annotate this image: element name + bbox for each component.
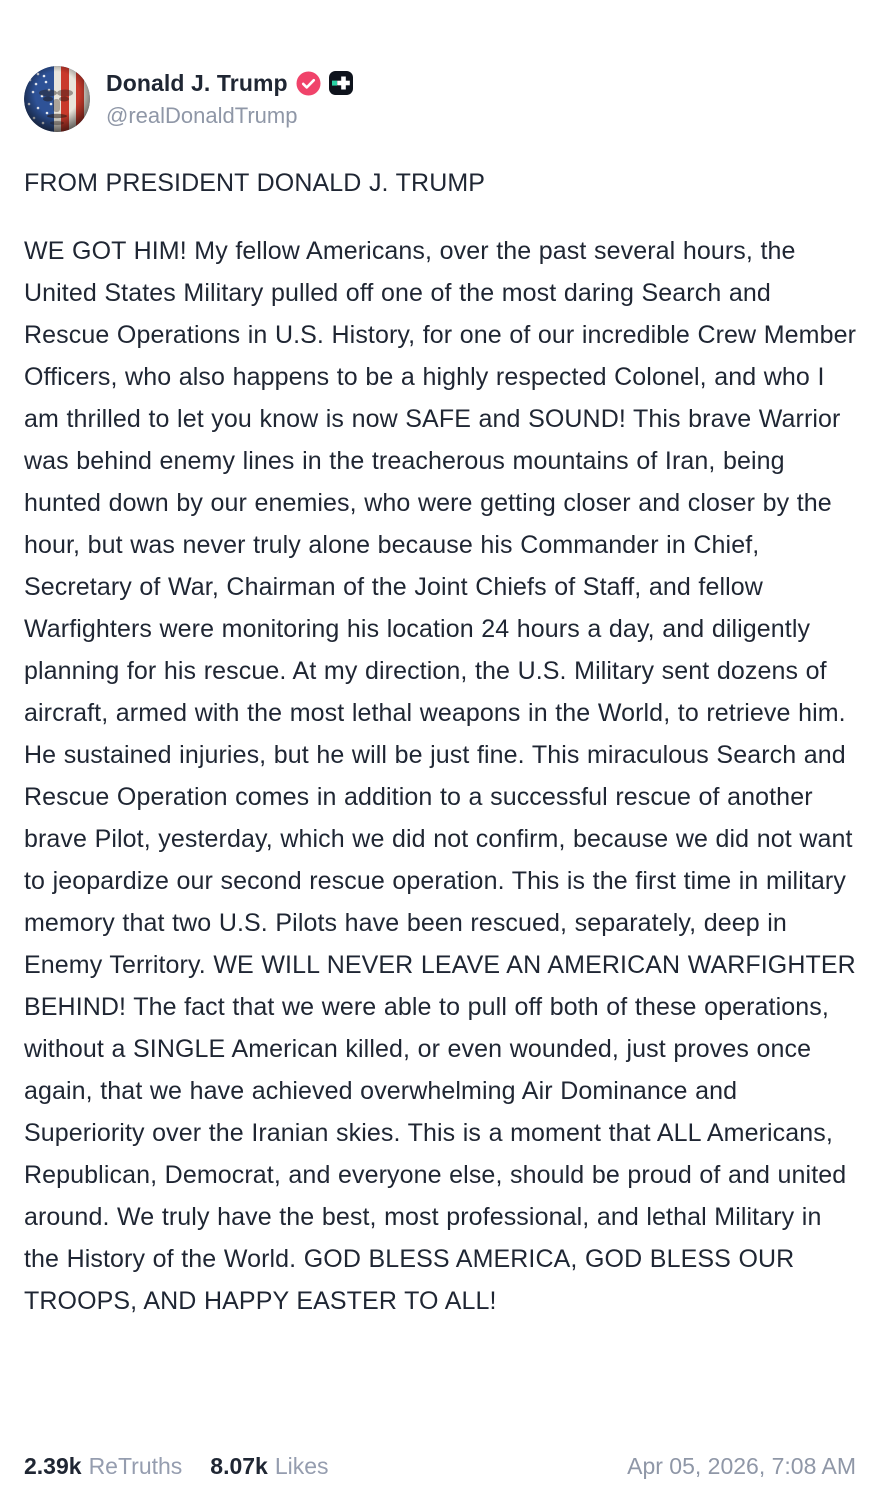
post-stats (24, 1453, 329, 1480)
author-name-row (106, 70, 353, 97)
author-display-name[interactable]: Donald J. Trump (106, 69, 288, 96)
post-footer (24, 1453, 856, 1488)
flag-face-avatar-image (24, 66, 90, 132)
post-content (24, 162, 856, 1453)
author-handle[interactable]: @realDonaldTrump (106, 102, 298, 128)
verified-badge-icon (296, 71, 321, 96)
retruths-count: 2.39k (24, 1453, 82, 1479)
post-timestamp: Apr 05, 2026, 7:08 AM (627, 1453, 856, 1479)
post-heading-text: FROM PRESIDENT DONALD J. TRUMP (24, 169, 486, 197)
likes-count: 8.07k (210, 1453, 268, 1479)
post-body-text: WE GOT HIM! My fellow Americans, over the past several hours, the United States Military pulled off one of the most daring Search and Rescue Operations in U.S. History, for one of our incredible Crew Member Officers, who also happens to be a highly respected Colonel, and who I am thrilled to let you know is now SAFE and SOUND! This brave Warrior was behind enemy lines in the treacherous mountains of Iran, being hunted down by our enemies, who were getting closer and closer by the hour, but was never truly alone because his Commander in Chief, Secretary of War, Chairman of the Joint Chiefs of Staff, and fellow Warfighters were monitoring his location 24 hours a day, and diligently planning for his rescue. At my direction, the U.S. Military sent dozens of aircraft, armed with the most lethal weapons in the World, to retrieve him. He sustained injuries, but he will be just fine. This miraculous Search and Rescue Operation comes in addition to a successful rescue of another brave Pilot, yesterday, which we did not confirm, because we did not want to jeopardize our second rescue operation. This is the first time in military memory that two U.S. Pilots have been rescued, separately, deep in Enemy Territory. WE WILL NEVER LEAVE AN AMERICAN WARFIGHTER BEHIND! The fact that we were able to pull off both of these operations, without a SINGLE American killed, or even wounded, just proves once again, that we have achieved overwhelming Air Dominance and Superiority over the Iranian skies. This is a moment that ALL Americans, Republican, Democrat, and everyone else, should be proud of and united around. We truly have the best, most professional, and lethal Military in the History of the World. GOD BLESS AMERICA, GOD BLESS OUR TROOPS, AND HAPPY EASTER TO ALL! (24, 237, 857, 1315)
retruths-label: ReTruths (88, 1453, 183, 1479)
author-block (106, 70, 353, 129)
truth-plus-badge-icon (329, 71, 353, 95)
avatar[interactable] (24, 66, 90, 132)
retruths-stat[interactable] (24, 1453, 182, 1480)
likes-stat[interactable] (210, 1453, 328, 1480)
post-header (24, 66, 856, 132)
likes-label: Likes (274, 1453, 329, 1479)
